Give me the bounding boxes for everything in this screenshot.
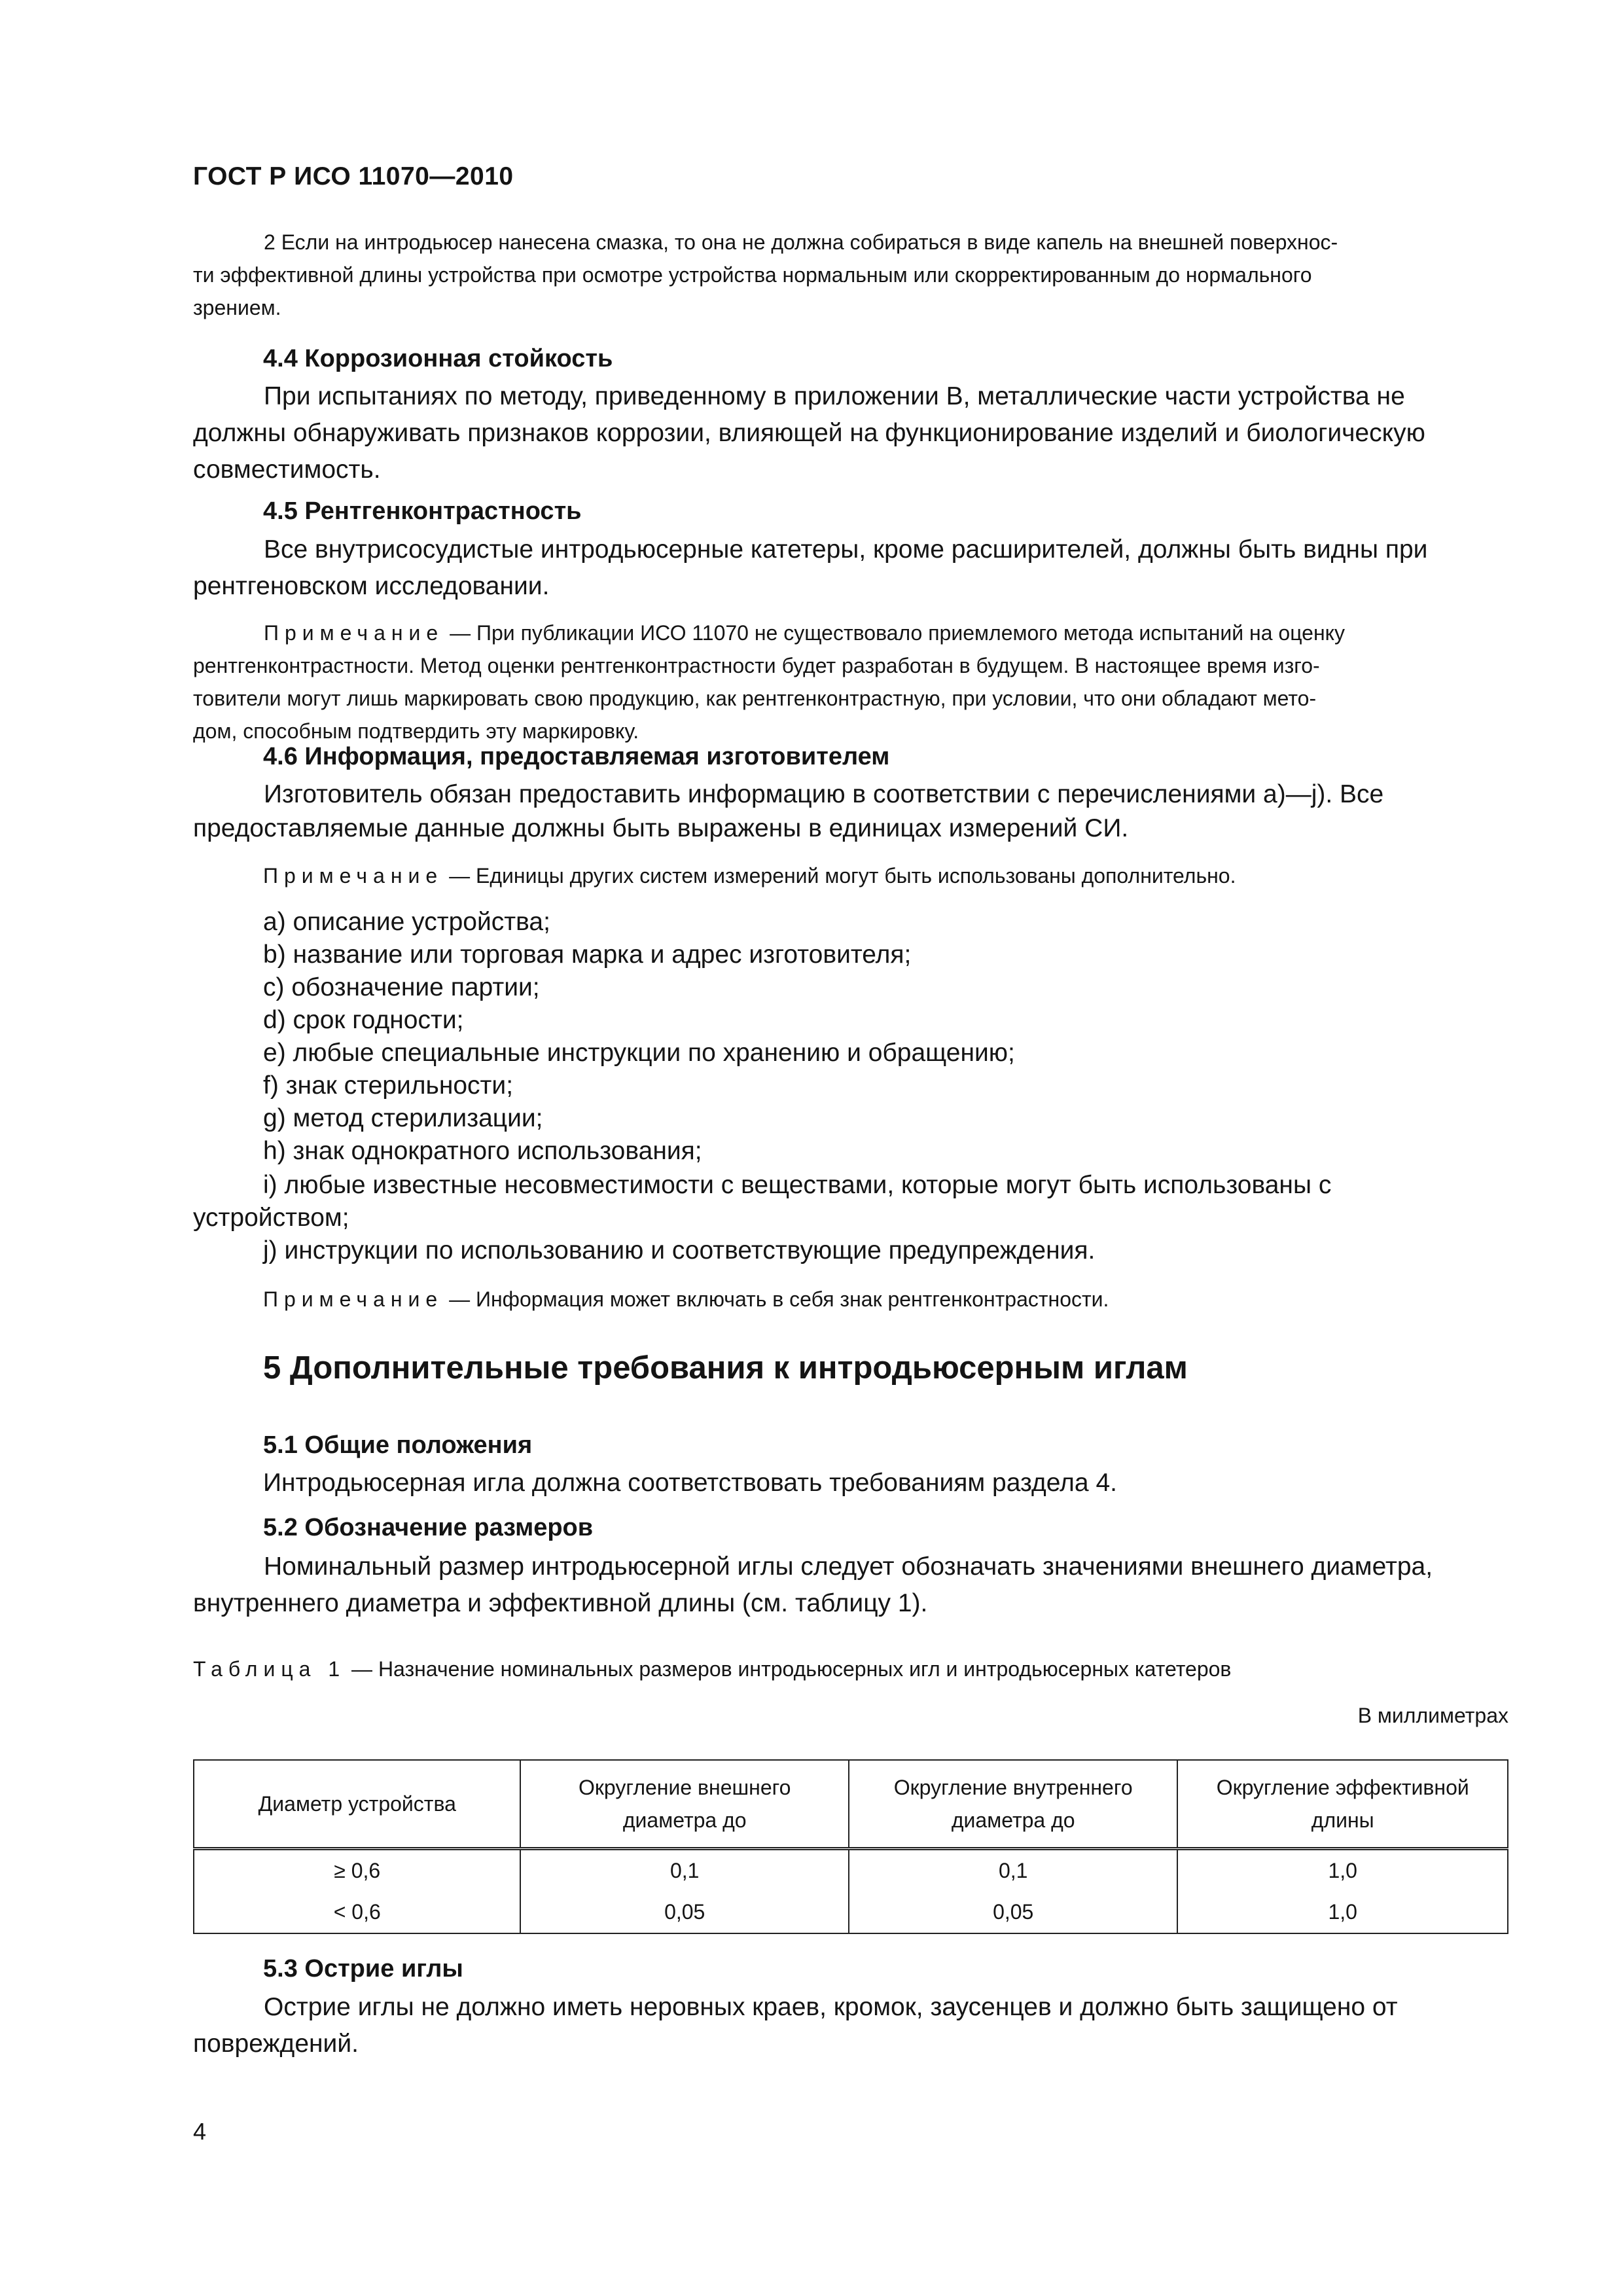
section-5-1-text: Интродьюсерная игла должна соответствовать требованиям раздела 4. [263, 1469, 1117, 1497]
note-2 [193, 226, 1508, 324]
section-4-6-note-2 [263, 1283, 1109, 1316]
note-text: — Информация может включать в себя знак рентгенконтрастности. [443, 1287, 1109, 1311]
table-cell: < 0,6 [194, 1892, 520, 1933]
section-5-2-heading: 5.2 Обозначение размеров [263, 1514, 594, 1541]
list-item-c: c) обозначение партии; [263, 973, 540, 1001]
section-4-4-line-1: При испытаниях по методу, приведенному в приложении В, металлические части устройства не [264, 382, 1405, 410]
section-4-6-note-1 [263, 859, 1236, 892]
note-label: Примечание [264, 621, 444, 645]
section-5-3-heading: 5.3 Острие иглы [263, 1955, 463, 1982]
table-cell: 1,0 [1177, 1849, 1508, 1892]
table-cell: ≥ 0,6 [194, 1849, 520, 1892]
table-caption [193, 1653, 1231, 1685]
note-2-line-3: зрением. [193, 296, 281, 319]
note-label: Примечание [263, 1287, 444, 1311]
table-row [194, 1849, 1508, 1892]
requirements-list [263, 906, 1507, 1168]
section-4-5-text [193, 531, 1508, 605]
list-item-j: j) инструкции по использованию и соответствующие предупреждения. [263, 1236, 1096, 1265]
table-label: Таблица 1 [193, 1657, 346, 1681]
note-text-2: рентгенконтрастности. Метод оценки рентгенконтрастности будет разработан в будущем. В настоящее время изго- [193, 654, 1320, 677]
section-4-5-note [193, 617, 1508, 747]
section-4-4-line-2: должны обнаруживать признаков коррозии, влияющей на функционирование изделий и биологическую [193, 419, 1425, 447]
column-header: Округление эффективной длины [1177, 1760, 1508, 1849]
section-4-4-line-3: совместимость. [193, 456, 381, 484]
dimensions-table [193, 1759, 1508, 1934]
list-item-a: a) описание устройства; [263, 908, 550, 936]
section-4-4-text [193, 378, 1508, 488]
table-cell: 1,0 [1177, 1892, 1508, 1933]
list-item-g: g) метод стерилизации; [263, 1104, 543, 1132]
table-header-row [194, 1760, 1508, 1849]
section-4-4-heading: 4.4 Коррозионная стойкость [263, 345, 613, 372]
column-header: Диаметр устройства [194, 1760, 520, 1849]
note-text: — Единицы других систем измерений могут быть использованы дополнительно. [443, 864, 1236, 888]
table-cell: 0,05 [849, 1892, 1178, 1933]
section-5-2-line-1: Номинальный размер интродьюсерной иглы следует обозначать значениями внешнего диаметра, [264, 1552, 1433, 1581]
list-item-e: e) любые специальные инструкции по хранению и обращению; [263, 1039, 1015, 1067]
note-2-line-1: 2 Если на интродьюсер нанесена смазка, то она не должна собираться в виде капель на внешней поверхнос- [264, 230, 1338, 254]
document-code-header: ГОСТ Р ИСО 11070—2010 [193, 162, 514, 190]
list-item-i [193, 1169, 1508, 1234]
column-header: Округление внешнего диаметра до [520, 1760, 848, 1849]
list-item-h: h) знак однократного использования; [263, 1137, 702, 1165]
table-row [194, 1892, 1508, 1933]
section-5-1-heading: 5.1 Общие положения [263, 1431, 533, 1459]
section-5-2-line-2: внутреннего диаметра и эффективной длины (см. таблицу 1). [193, 1589, 928, 1617]
note-2-line-2: ти эффективной длины устройства при осмотре устройства нормальным или скорректированным до нормального [193, 263, 1312, 287]
table-cell: 0,05 [520, 1892, 848, 1933]
column-header: Округление внутреннего диаметра до [849, 1760, 1178, 1849]
list-item-d: d) срок годности; [263, 1006, 464, 1034]
note-text-1: — При публикации ИСО 11070 не существовало приемлемого метода испытаний на оценку [444, 621, 1345, 645]
section-5-3-line-2: повреждений. [193, 2030, 359, 2058]
list-item-i-line-2: устройством; [193, 1204, 349, 1232]
page-number: 4 [193, 2118, 207, 2145]
section-5-2-text [193, 1549, 1508, 1622]
list-item-i-line-1: i) любые известные несовместимости с веществами, которые могут быть использованы с [263, 1171, 1332, 1199]
table-title: — Назначение номинальных размеров интродьюсерных игл и интродьюсерных катетеров [346, 1657, 1232, 1681]
note-label: Примечание [263, 864, 444, 888]
section-4-5-line-2: рентгеновском исследовании. [193, 572, 550, 600]
table-cell: 0,1 [520, 1849, 848, 1892]
table-cell: 0,1 [849, 1849, 1178, 1892]
note-text-4: дом, способным подтвердить эту маркировку. [193, 719, 639, 743]
note-text-3: товители могут лишь маркировать свою продукцию, как рентгенконтрастную, при условии, что они обладают мето- [193, 687, 1317, 710]
section-4-5-heading: 4.5 Рентгенконтрастность [263, 497, 582, 525]
section-4-5-line-1: Все внутрисосудистые интродьюсерные катетеры, кроме расширителей, должны быть видны при [264, 535, 1428, 564]
list-item-b: b) название или торговая марка и адрес изготовителя; [263, 941, 912, 969]
section-4-6-line-2: предоставляемые данные должны быть выражены в единицах измерений СИ. [193, 814, 1129, 842]
section-5-heading: 5 Дополнительные требования к интродьюсерным иглам [263, 1350, 1188, 1386]
section-5-3-line-1: Острие иглы не должно иметь неровных краев, кромок, заусенцев и должно быть защищено от [264, 1993, 1398, 2021]
section-4-6-heading: 4.6 Информация, предоставляемая изготовителем [263, 743, 890, 770]
table-units: В миллиметрах [1357, 1704, 1508, 1727]
section-5-3-text [193, 1989, 1508, 2062]
section-4-6-line-1: Изготовитель обязан предоставить информацию в соответствии с перечислениями a)—j). Все [264, 780, 1384, 808]
section-4-6-text [193, 778, 1508, 846]
list-item-f: f) знак стерильности; [263, 1071, 514, 1100]
